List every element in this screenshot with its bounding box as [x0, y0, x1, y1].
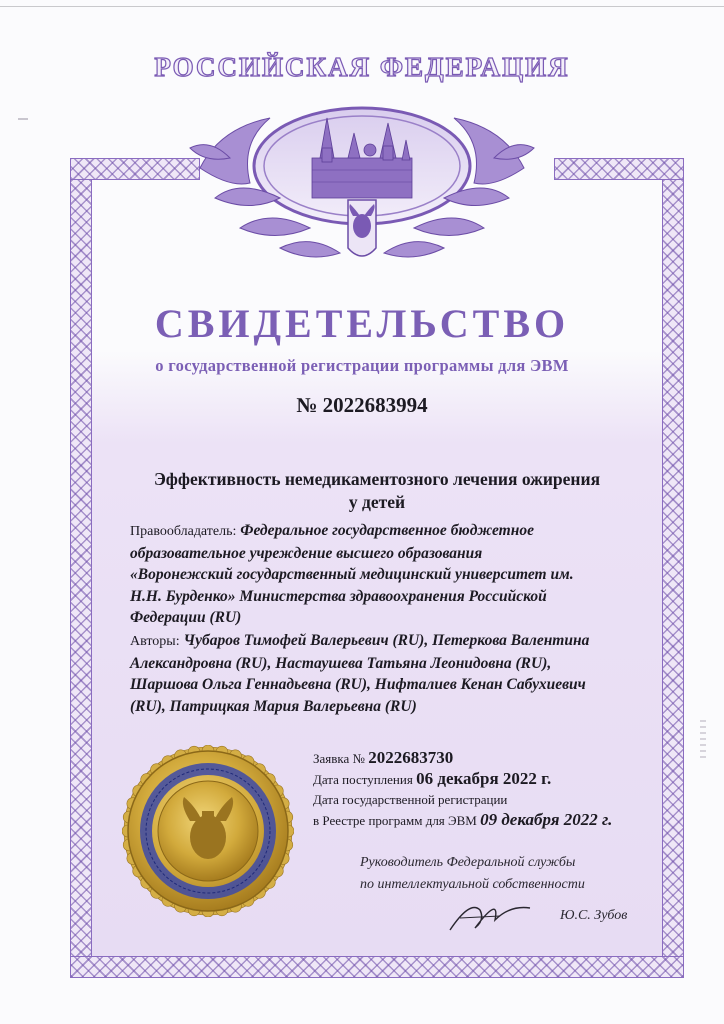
certificate-subtitle: о государственной регистрации программы для ЭВМ	[155, 356, 569, 375]
application-number: 2022683730	[368, 748, 454, 767]
gold-seal-icon	[122, 745, 294, 917]
signatory-name: Ю.С. Зубов	[560, 908, 628, 923]
handwritten-signature	[440, 890, 540, 940]
kremlin-wreath-emblem-icon	[180, 88, 544, 288]
scan-edge	[0, 6, 724, 7]
authors-label: Авторы:	[130, 634, 180, 649]
authors-text: (RU), Патрицкая Мария Валерьевна (RU)	[130, 697, 417, 715]
country-name: РОССИЙСКАЯ ФЕДЕРАЦИЯ	[154, 52, 570, 82]
signatory-title-line: по интеллектуальной собственности	[360, 877, 585, 892]
rights-holder-block	[130, 520, 630, 629]
scan-mark	[700, 720, 706, 760]
rights-holder-text: Федеральное государственное бюджетное	[240, 522, 534, 539]
program-title-line: у детей	[348, 492, 406, 512]
registration-label: Дата государственной регистрации	[313, 792, 508, 807]
registration-label: в Реестре программ для ЭВМ	[313, 813, 477, 828]
authors-text: Чубаров Тимофей Валерьевич (RU), Петеркова Валентина	[183, 632, 590, 649]
application-number-label: Заявка №	[313, 751, 365, 766]
scan-mark	[18, 118, 28, 120]
registration-date: 09 декабря 2022 г.	[480, 810, 613, 829]
authors-text: Шаршова Ольга Геннадьевна (RU), Нифталиев Кенан Сабухиевич	[130, 676, 586, 693]
signatory-title-line: Руководитель Федеральной службы	[360, 855, 576, 870]
application-details	[313, 748, 653, 831]
ornament-border-top-right	[554, 158, 684, 180]
authors-block	[130, 630, 630, 717]
certificate-title: СВИДЕТЕЛЬСТВО	[154, 301, 570, 346]
received-date: 06 декабря 2022 г.	[416, 769, 552, 788]
authors-text: Александровна (RU), Настаушева Татьяна Леонидовна (RU),	[130, 654, 552, 672]
received-label: Дата поступления	[313, 772, 413, 787]
certificate-number: № 2022683994	[296, 393, 428, 417]
rights-holder-text: образовательное учреждение высшего образования	[130, 544, 483, 562]
ornament-border-bottom	[70, 956, 684, 978]
ornament-border-right	[662, 158, 684, 978]
rights-holder-text: Н.Н. Бурденко» Министерства здравоохранения Российской	[130, 587, 547, 605]
rights-holder-text: Федерации (RU)	[130, 609, 242, 626]
rights-holder-text: «Воронежский государственный медицинский университет им.	[130, 566, 574, 583]
program-title-line: Эффективность немедикаментозного лечения ожирения	[153, 469, 601, 489]
rights-holder-label: Правообладатель:	[130, 524, 237, 539]
program-title	[112, 468, 642, 514]
ornament-border-left	[70, 158, 92, 978]
